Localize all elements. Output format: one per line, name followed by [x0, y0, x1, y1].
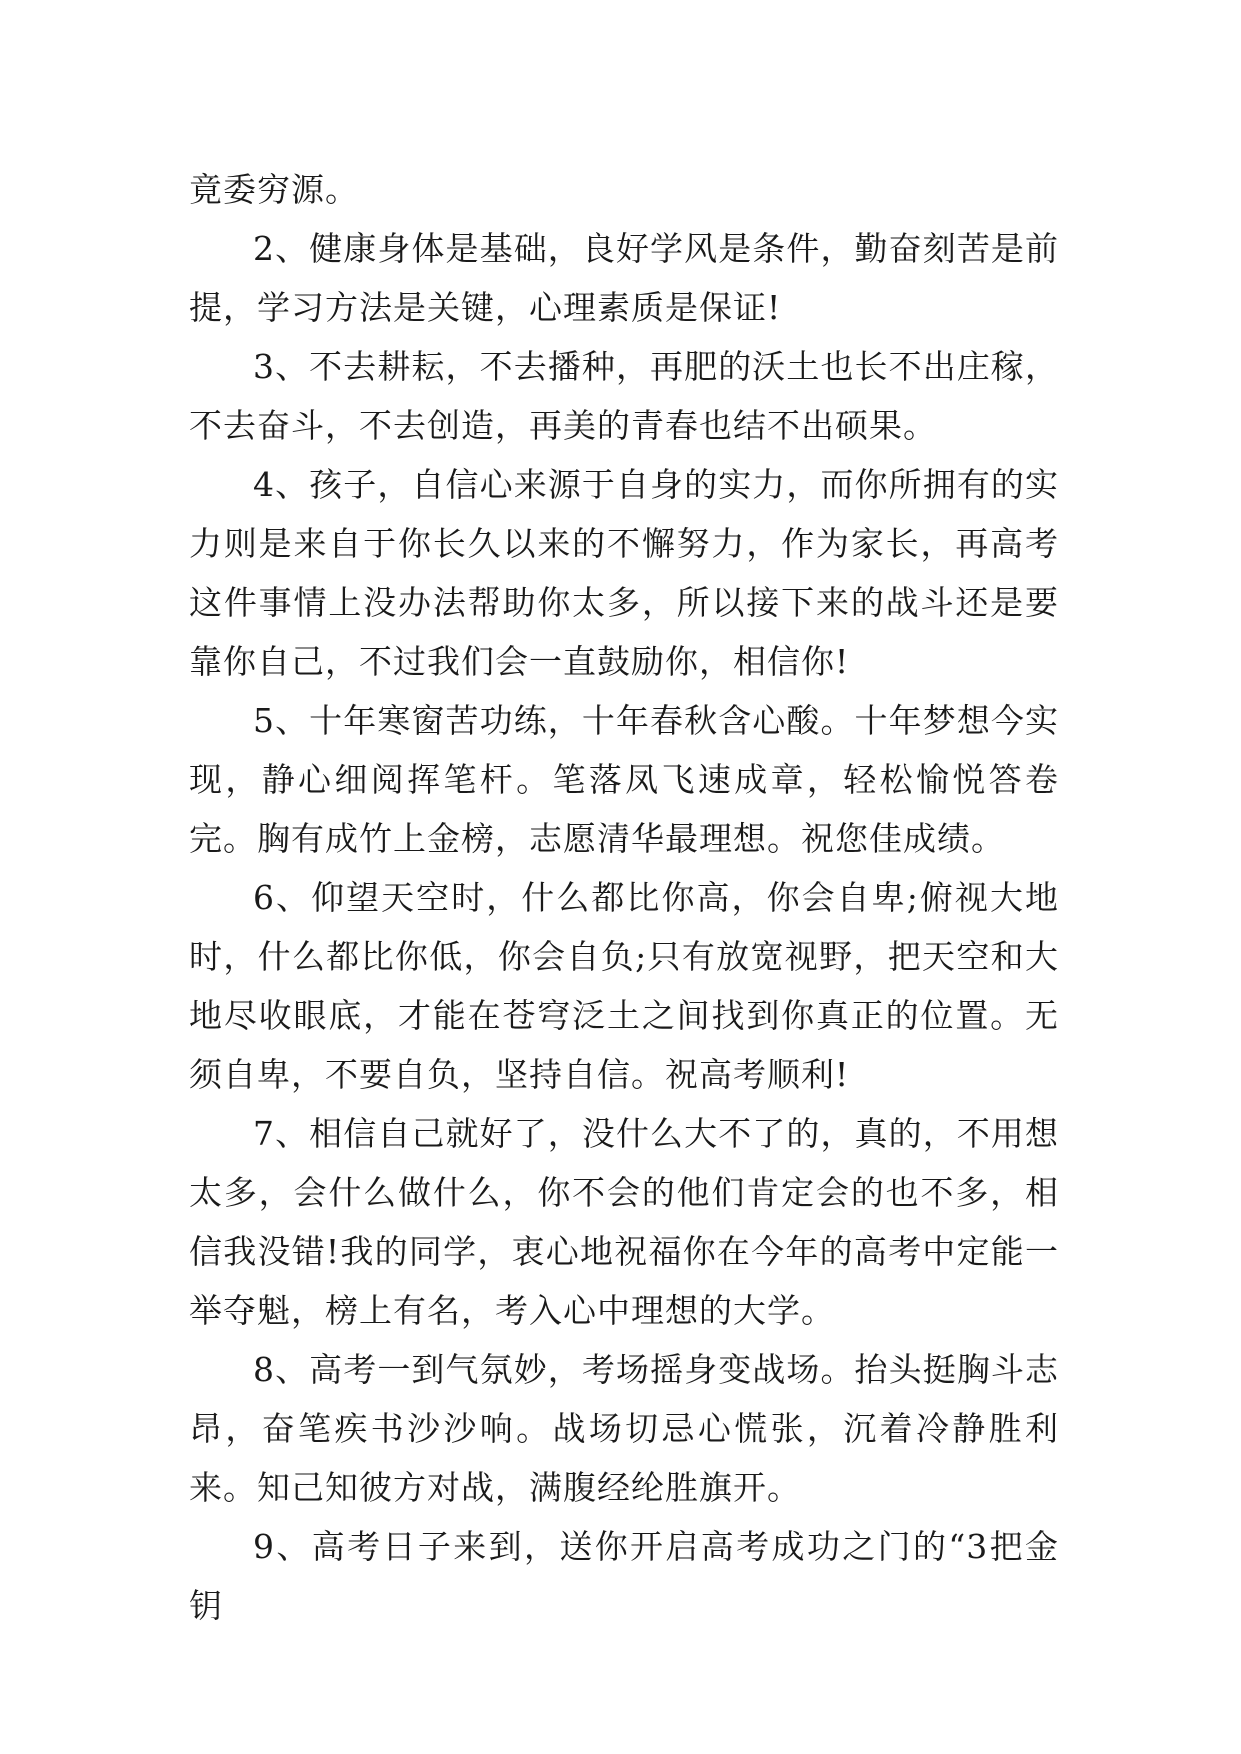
paragraph-2: 2、健康身体是基础，良好学风是条件，勤奋刻苦是前提，学习方法是关键，心理素质是保证! — [189, 229, 1059, 327]
paragraph-7: 7、相信自己就好了，没什么大不了的，真的，不用想太多，会什么做什么，你不会的他们肯定会的也不多，相信我没错!我的同学，衷心地祝福你在今年的高考中定能一举夺魁，榜上有名，考入心中理想的大学。 — [189, 1114, 1059, 1330]
paragraph-9: 9、高考日子来到，送你开启高考成功之门的“3把金钥 — [189, 1527, 1059, 1625]
paragraph-3: 3、不去耕耘，不去播种，再肥的沃土也长不出庄稼，不去奋斗，不去创造，再美的青春也结不出硕果。 — [189, 347, 1059, 445]
document-body — [189, 160, 1059, 1635]
paragraph-5: 5、十年寒窗苦功练，十年春秋含心酸。十年梦想今实现，静心细阅挥笔杆。笔落凤飞速成章，轻松愉悦答卷完。胸有成竹上金榜，志愿清华最理想。祝您佳成绩。 — [189, 701, 1059, 858]
paragraph-8: 8、高考一到气氛妙，考场摇身变战场。抬头挺胸斗志昂，奋笔疾书沙沙响。战场切忌心慌张，沉着冷静胜利来。知己知彼方对战，满腹经纶胜旗开。 — [189, 1350, 1059, 1507]
paragraph-4: 4、孩子，自信心来源于自身的实力，而你所拥有的实力则是来自于你长久以来的不懈努力，作为家长，再高考这件事情上没办法帮助你太多，所以接下来的战斗还是要靠你自己，不过我们会一直鼓励你，相信你! — [189, 465, 1059, 681]
paragraph-6: 6、仰望天空时，什么都比你高，你会自卑;俯视大地时，什么都比你低，你会自负;只有放宽视野，把天空和大地尽收眼底，才能在苍穹泛土之间找到你真正的位置。无须自卑，不要自负，坚持自信。祝高考顺利! — [189, 878, 1059, 1094]
paragraph-1: 竟委穷源。 — [189, 170, 359, 209]
